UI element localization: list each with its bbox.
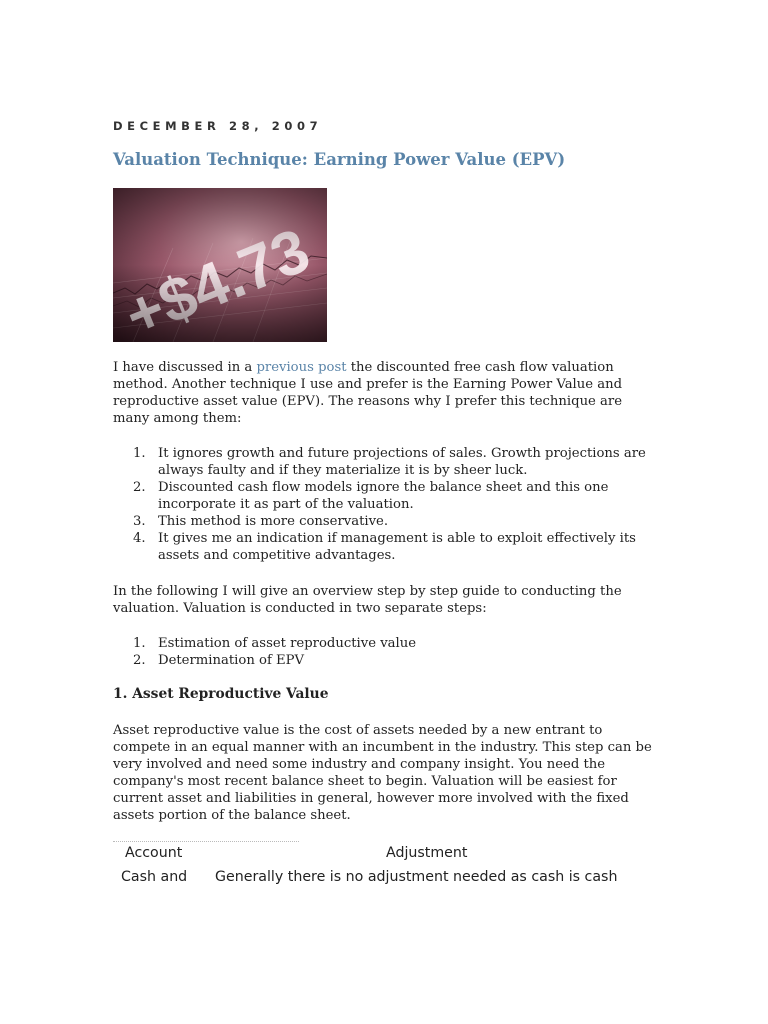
divider <box>113 841 299 842</box>
list-number: 4. <box>133 531 146 546</box>
list-item <box>113 652 658 669</box>
intro-after-link: the discounted free cash flow valuation method. Another technique I use and prefer is the Earning Power Value and reproductive asset value (EPV). The reasons why I prefer this technique are many among them: <box>113 360 623 426</box>
list-number: 1. <box>133 636 146 651</box>
stock-ticker-photo <box>113 188 327 342</box>
asset-reproductive-paragraph: Asset reproductive value is the cost of assets needed by a new entrant to compete in an equal manner with an incumbent in the industry. This step can be very involved and need some industry and company insight. You need the company's most recent balance sheet to begin. Valuation will be easiest for current asset and liabilities in general, however more involved with the fixed assets portion of the balance sheet. <box>113 723 652 823</box>
list-number: 2. <box>133 480 146 495</box>
list-item <box>113 479 658 513</box>
post-title[interactable]: Valuation Technique: Earning Power Value (EPV) <box>113 150 566 169</box>
list-text: Estimation of asset reproductive value <box>158 636 417 651</box>
table-header-account: Account <box>125 845 183 861</box>
list-text: It ignores growth and future projections of sales. Growth projections are always faulty and if they materialize it is by sheer luck. <box>158 446 646 478</box>
section-heading: 1. Asset Reproductive Value <box>113 686 329 702</box>
table-cell-adjustment: Generally there is no adjustment needed as cash is cash <box>215 869 618 885</box>
list-text: This method is more conservative. <box>158 514 389 529</box>
reasons-list <box>113 445 658 564</box>
intro-before-link: I have discussed in a <box>113 360 257 375</box>
list-number: 2. <box>133 653 146 668</box>
list-item <box>113 530 658 564</box>
post-date: DECEMBER 28, 2007 <box>113 119 323 133</box>
list-number: 1. <box>133 446 146 461</box>
steps-list <box>113 635 658 669</box>
table-header-adjustment: Adjustment <box>386 845 468 861</box>
table-cell-account: Cash and <box>121 869 188 885</box>
intro-paragraph <box>113 359 658 427</box>
list-text: Discounted cash flow models ignore the balance sheet and this one incorporate it as part of the valuation. <box>158 480 609 512</box>
list-item <box>113 635 658 652</box>
previous-post-link[interactable]: previous post <box>256 360 347 375</box>
list-text: Determination of EPV <box>158 653 305 668</box>
list-text: It gives me an indication if management is able to exploit effectively its assets and competitive advantages. <box>158 531 636 563</box>
list-item <box>113 513 658 530</box>
following-paragraph: In the following I will give an overview step by step guide to conducting the valuation. Valuation is conducted in two separate steps: <box>113 584 622 616</box>
list-item <box>113 445 658 479</box>
list-number: 3. <box>133 514 146 529</box>
